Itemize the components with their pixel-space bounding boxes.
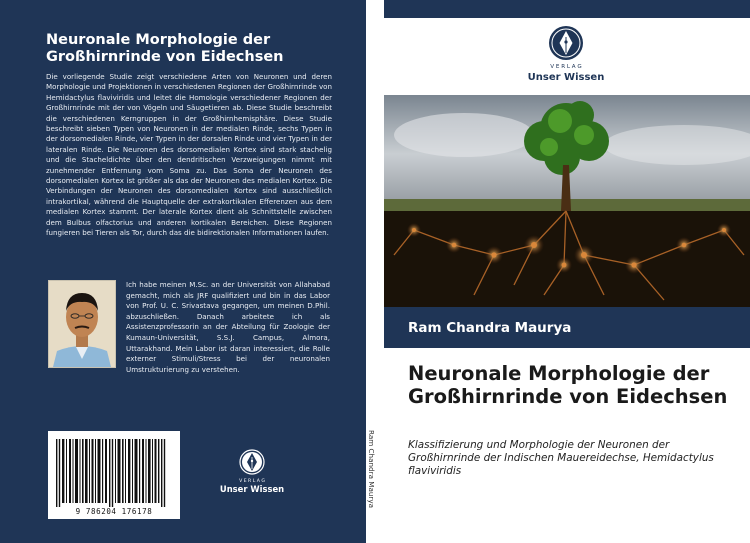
back-cover-description: Die vorliegende Studie zeigt verschiedene Arten von Neuronen und deren Morphologie und Projektionen in verschiedenen Regionen der Großhirnrinde von Hemidactylus flaviviridis und leitet die Homologie verschiedener Regionen der Großhirnrinde mit der von Vögeln und Säugetieren ab. Diese Studie beschreibt die verschiedenen Kerngruppen in der Großhirnhemisphäre. Diese Studie beschreibt sieben Typen von Neuronen in der medialen Rinde, sechs Typen in der dorsomedialen Rinde, vier Typen in der dorsalen Rinde und vier Typen in der lateralen Rinde. Die Neuronen des dorsomedialen Kortex sind stark stachelig und die Stacheldichte über den dendritischen Verzweigungen nimmt mit zunehmender Entfernung vom Soma zu. Das Soma der Neuronen des dorsomedialen Kortex ist größer als das der Neuronen des medialen Kortex. Die Verbindungen der Neuronen des dorsomedialen Kortex sind ausschließlich intrakortikal, während die Hauptquelle der extrakortikalen Efferenzen aus dem medialen Kortex stammt. Der laterale Kortex dient als Schnittstelle zwischen dem Bulbus olfactorius und anderen kortikalen Bereichen. Diese Regionen fungieren bei Tieren als Tor, durch das die bidirektionalen Informationen laufen. — [46, 72, 332, 238]
author-band — [384, 307, 750, 348]
cover-illustration — [384, 95, 750, 307]
front-subtitle: Klassifizierung und Morphologie der Neuronen der Großhirnrinde der Indischen Mauereidechse, Hemidactylus flaviviridis — [408, 439, 714, 478]
front-cover — [384, 0, 750, 543]
author-photo — [48, 280, 116, 368]
publisher-logo-back — [216, 448, 288, 498]
front-author-name: Ram Chandra Maurya — [408, 320, 572, 336]
publisher-name-label-front: Unser Wissen — [527, 72, 605, 83]
author-biography: Ich habe meinen M.Sc. an der Universität von Allahabad gemacht, mich als JRF qualifiziert und bin in das Labor von Prof. U. C. Srivastava gegangen, um meinen D.Phil. abzuschließen. Danach arbeitete ich als Assistenzprofessorin an der Abteilung für Zoologie der Kumaun-Universität, S.S.J. Campus, Almora, Uttarakhand. Mein Labor ist daran interessiert, die Rolle externer Stimuli/Stress bei der neuronalen Umstrukturierung zu verstehen. — [126, 280, 330, 374]
publisher-verlag-label-front: V E R L A G — [550, 64, 582, 70]
spine-author: Ram Chandra Maurya — [367, 430, 376, 509]
back-cover — [0, 0, 366, 543]
publisher-name-label: Unser Wissen — [219, 484, 285, 494]
front-title: Neuronale Morphologie der Großhirnrinde von Eidechsen — [408, 362, 728, 408]
publisher-verlag-label: V E R L A G — [239, 479, 265, 484]
front-top-band — [384, 0, 750, 18]
isbn-number: 9 786204 176178 — [75, 507, 153, 516]
back-cover-title: Neuronale Morphologie der Großhirnrinde von Eidechsen — [46, 32, 284, 65]
fountain-pen-nib-icon — [240, 450, 264, 474]
fountain-pen-nib-icon — [549, 26, 583, 60]
publisher-logo-front — [521, 22, 611, 86]
isbn-barcode — [48, 431, 180, 519]
